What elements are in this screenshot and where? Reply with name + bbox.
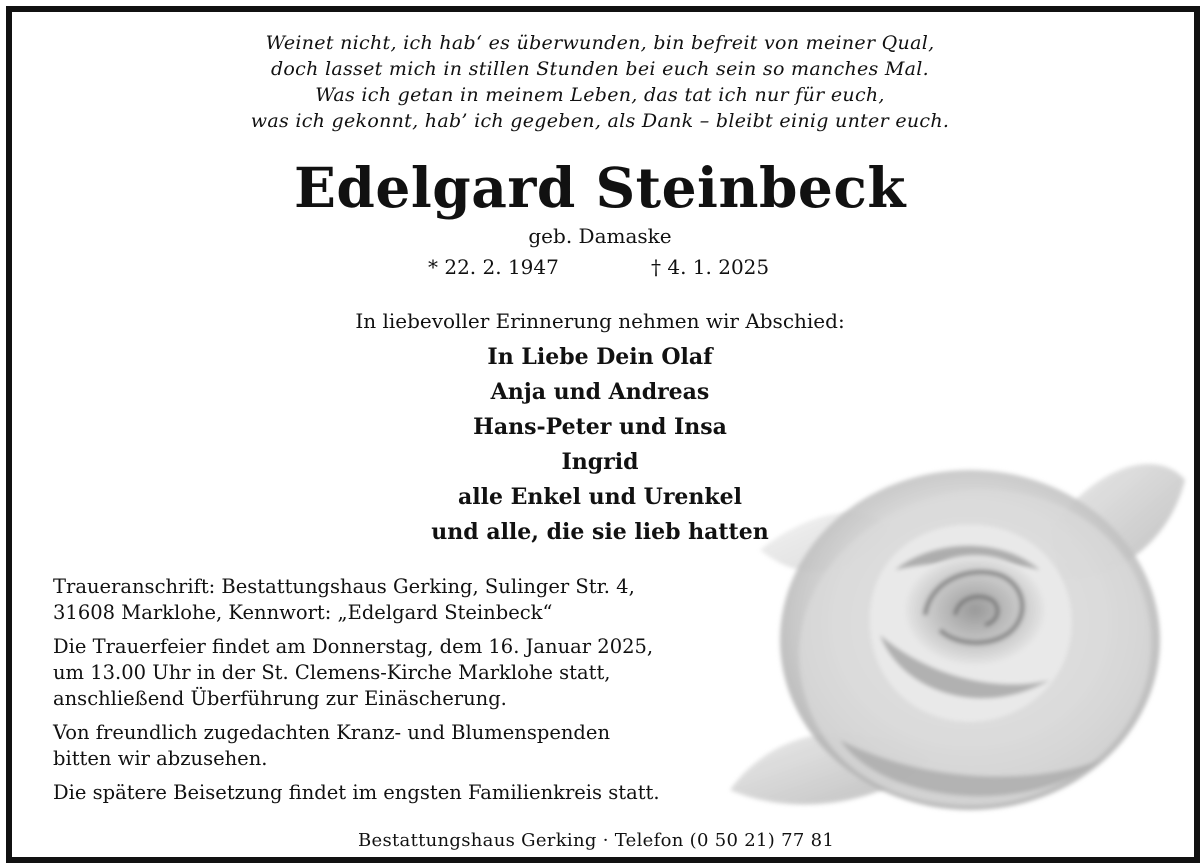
poem-line: Weinet nicht, ich hab‘ es überwunden, bin befreit von meiner Qual, — [265, 32, 935, 54]
info-line: 31608 Marklohe, Kennwort: „Edelgard Steinbeck“ — [53, 601, 553, 624]
deceased-name: Edelgard Steinbeck — [294, 155, 906, 220]
info-block — [53, 574, 773, 814]
info-line: Von freundlich zugedachten Kranz- und Blumenspenden — [53, 721, 611, 744]
death-date: † 4. 1. 2025 — [651, 255, 770, 279]
info-line: anschließend Überführung zur Einäscherung. — [53, 687, 507, 710]
mourner-line: In Liebe Dein Olaf — [487, 344, 713, 370]
burial-note — [53, 780, 773, 806]
funeral-address — [53, 574, 773, 626]
info-line: Die Trauerfeier findet am Donnerstag, dem 16. Januar 2025, — [53, 635, 654, 658]
mourner-line: Anja und Andreas — [490, 379, 710, 405]
info-line: Die spätere Beisetzung findet im engsten Familienkreis statt. — [53, 781, 660, 804]
info-line: Traueranschrift: Bestattungshaus Gerking, Sulinger Str. 4, — [53, 575, 635, 598]
funeral-home-footer: Bestattungshaus Gerking · Telefon (0 50 21) 77 81 — [346, 828, 846, 854]
poem-line: was ich gekonnt, hab’ ich gegeben, als Dank – bleibt einig unter euch. — [250, 110, 950, 132]
inner-petals — [905, 555, 1045, 665]
maiden-name: geb. Damaske — [528, 224, 672, 248]
birth-date: * 22. 2. 1947 — [428, 255, 559, 279]
rose-illustration — [720, 420, 1190, 840]
info-line: um 13.00 Uhr in der St. Clemens-Kirche Marklohe statt, — [53, 661, 611, 684]
funeral-service — [53, 634, 773, 712]
mourner-line: Hans-Peter und Insa — [473, 414, 727, 440]
poem — [0, 30, 1200, 134]
mourner-line: und alle, die sie lieb hatten — [431, 519, 769, 545]
mourner-line: alle Enkel und Urenkel — [457, 484, 743, 510]
mourner-line: Ingrid — [561, 449, 639, 475]
poem-line: Was ich getan in meinem Leben, das tat ich nur für euch, — [315, 84, 885, 106]
poem-line: doch lasset mich in stillen Stunden bei euch sein so manches Mal. — [270, 58, 930, 80]
farewell-intro: In liebevoller Erinnerung nehmen wir Abschied: — [355, 309, 845, 333]
flowers-note — [53, 720, 773, 772]
info-line: bitten wir abzusehen. — [53, 747, 268, 770]
